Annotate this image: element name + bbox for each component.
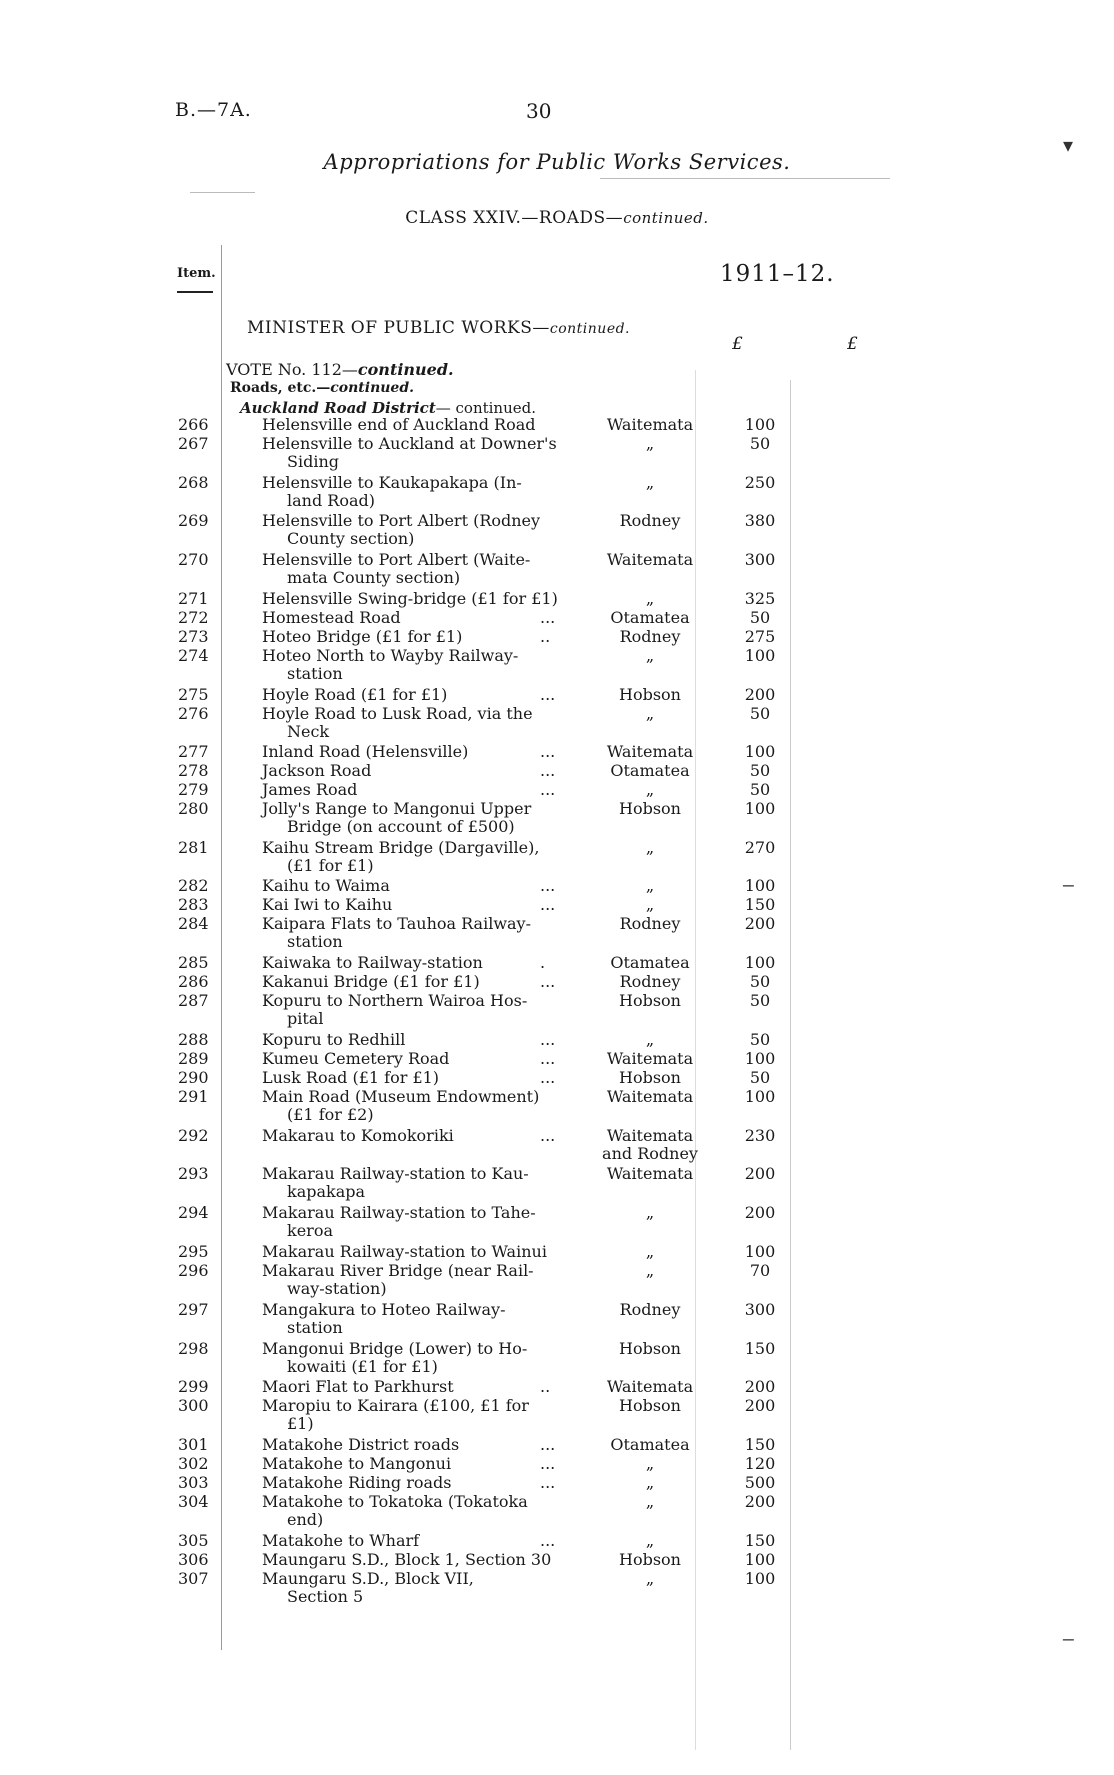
county-district: Waitemata (606, 1087, 694, 1106)
description-line: Matakohe to Tokatoka (Tokatoka (262, 1492, 528, 1511)
description-continuation: pital (287, 1009, 324, 1028)
item-number: 268 (178, 473, 209, 492)
description-continuation: way-station) (287, 1279, 387, 1298)
item-number: 288 (178, 1030, 209, 1049)
amount-value: 200 (744, 1492, 776, 1511)
county-district: „ (645, 1492, 655, 1511)
item-number: 289 (178, 1049, 209, 1068)
decorative-rule (190, 192, 255, 193)
description-continuation: station (287, 664, 343, 683)
amount-value: 50 (749, 608, 771, 627)
amount-value: 250 (744, 473, 776, 492)
description-line: Maori Flat to Parkhurst (262, 1377, 454, 1396)
decorative-rule (600, 178, 890, 179)
class-heading-main: CLASS XXIV.—ROADS— (405, 208, 624, 228)
amount-value: 50 (749, 1030, 771, 1049)
description-continuation: County section) (287, 529, 415, 548)
item-description (262, 1088, 562, 1124)
item-number: 266 (178, 415, 209, 434)
item-description (262, 1069, 562, 1087)
item-description (262, 1050, 562, 1068)
leader-dots: ... (540, 761, 556, 780)
leader-dots: ... (540, 895, 556, 914)
description-line: Hoteo Bridge (£1 for £1) (262, 627, 463, 646)
amount-value: 500 (744, 1473, 776, 1492)
amount-value: 120 (744, 1454, 776, 1473)
leader-dots: ... (540, 685, 556, 704)
amount-value: 200 (744, 1396, 776, 1415)
leader-dots: .. (540, 627, 551, 646)
item-number: 295 (178, 1242, 209, 1261)
county-district: Waitemata (606, 550, 694, 569)
item-description (262, 839, 562, 875)
leader-dots: ... (540, 1049, 556, 1068)
amount-value: 200 (744, 914, 776, 933)
description-line: Kopuru to Redhill (262, 1030, 406, 1049)
description-line: Matakohe District roads (262, 1435, 460, 1454)
county-district: Hobson (619, 1068, 681, 1087)
item-column-header: Item. (177, 266, 216, 281)
leader-dots: ... (540, 742, 556, 761)
description-line: Makarau River Bridge (near Rail- (262, 1261, 534, 1280)
county-district: „ (645, 704, 655, 723)
item-description (262, 915, 562, 951)
description-continuation: (£1 for £2) (287, 1105, 374, 1124)
description-line: Kaihu to Waima (262, 876, 390, 895)
leader-dots: ... (540, 1435, 556, 1454)
county-district: Hobson (619, 685, 681, 704)
item-description (262, 896, 562, 914)
county-district: „ (645, 1569, 655, 1588)
county-district: Otamatea (610, 1435, 690, 1454)
description-line: Makarau Railway-station to Wainui (262, 1242, 547, 1261)
county-district: Otamatea (610, 953, 690, 972)
amount-value: 150 (744, 1435, 776, 1454)
leader-dots: ... (540, 1473, 556, 1492)
document-reference: B.—7A. (175, 99, 252, 121)
item-description (262, 800, 562, 836)
item-description (262, 416, 562, 434)
item-header-rule (177, 291, 213, 293)
margin-mark: ‒ (1062, 1626, 1075, 1650)
leader-dots: . (540, 953, 546, 972)
amount-value: 100 (744, 1550, 776, 1569)
item-number: 271 (178, 589, 209, 608)
amount-value: 50 (749, 1068, 771, 1087)
item-description (262, 1301, 562, 1337)
county-district: Hobson (619, 1396, 681, 1415)
item-number: 270 (178, 550, 209, 569)
amount-value: 100 (744, 1569, 776, 1588)
county-district: „ (645, 1030, 655, 1049)
description-line: Kumeu Cemetery Road (262, 1049, 450, 1068)
description-continuation: end) (287, 1510, 324, 1529)
item-description (262, 705, 562, 741)
amount-value: 200 (744, 685, 776, 704)
county-district: „ (645, 1454, 655, 1473)
amount-value: 275 (744, 627, 776, 646)
description-line: Homestead Road (262, 608, 401, 627)
county-district: Rodney (619, 627, 681, 646)
county-district: „ (645, 1242, 655, 1261)
pound-column-header: £ (732, 334, 743, 354)
description-line: Hoteo North to Wayby Railway- (262, 646, 519, 665)
amount-value: 100 (744, 646, 776, 665)
description-line: Maungaru S.D., Block VII, (262, 1569, 474, 1588)
county-district: Waitemata (606, 1049, 694, 1068)
description-line: Mangakura to Hoteo Railway- (262, 1300, 506, 1319)
minister-heading-main: MINISTER OF PUBLIC WORKS— (247, 318, 550, 338)
amount-value: 50 (749, 434, 771, 453)
class-heading-continued: continued. (623, 209, 709, 227)
item-description (262, 992, 562, 1028)
amount-value: 100 (744, 799, 776, 818)
item-number: 303 (178, 1473, 209, 1492)
county-district: „ (645, 646, 655, 665)
description-continuation: station (287, 932, 343, 951)
amount-value: 150 (744, 1339, 776, 1358)
item-number: 274 (178, 646, 209, 665)
county-district: „ (645, 876, 655, 895)
item-number: 276 (178, 704, 209, 723)
county-district: „ (645, 434, 655, 453)
leader-dots: ... (540, 972, 556, 991)
leader-dots: ... (540, 780, 556, 799)
item-description (262, 512, 562, 548)
leader-dots: ... (540, 1454, 556, 1473)
year-heading: 1911–12. (720, 261, 835, 287)
item-number: 291 (178, 1087, 209, 1106)
county-district: Waitemata (606, 742, 694, 761)
item-description (262, 435, 562, 471)
amount-value: 380 (744, 511, 776, 530)
description-line: Maungaru S.D., Block 1, Section 30 (262, 1550, 552, 1569)
item-description (262, 551, 562, 587)
description-line: Makarau Railway-station to Tahe- (262, 1203, 536, 1222)
item-description (262, 590, 562, 608)
description-continuation: (£1 for £1) (287, 856, 374, 875)
leader-dots: ... (540, 876, 556, 895)
item-number: 277 (178, 742, 209, 761)
description-line: Matakohe Riding roads (262, 1473, 452, 1492)
minister-heading (247, 318, 630, 338)
vote-heading-main: VOTE No. 112— (226, 360, 358, 379)
county-district: Hobson (619, 1339, 681, 1358)
item-description (262, 973, 562, 991)
description-line: Hoyle Road (£1 for £1) (262, 685, 448, 704)
description-line: Main Road (Museum Endowment) (262, 1087, 540, 1106)
description-line: Hoyle Road to Lusk Road, via the (262, 704, 533, 723)
description-line: Helensville Swing-bridge (£1 for £1) (262, 589, 558, 608)
description-continuation: £1) (287, 1414, 314, 1433)
county-district: „ (645, 838, 655, 857)
leader-dots: ... (540, 608, 556, 627)
county-district: „ (645, 473, 655, 492)
roads-subheading-main: Roads, etc.— (230, 380, 331, 396)
item-number: 301 (178, 1435, 209, 1454)
district-continued: — continued. (435, 399, 537, 417)
amount-value: 230 (744, 1126, 776, 1145)
description-line: Helensville to Auckland at Downer's (262, 434, 557, 453)
description-line: Helensville to Port Albert (Waite- (262, 550, 531, 569)
amount-value: 100 (744, 953, 776, 972)
item-number: 304 (178, 1492, 209, 1511)
item-description (262, 1031, 562, 1049)
county-district: Rodney (619, 1300, 681, 1319)
leader-dots: ... (540, 1126, 556, 1145)
amount-value: 70 (749, 1261, 771, 1280)
item-number: 306 (178, 1550, 209, 1569)
item-number: 283 (178, 895, 209, 914)
description-line: Kaipara Flats to Tauhoa Railway- (262, 914, 531, 933)
amount-value: 100 (744, 1049, 776, 1068)
item-description (262, 1378, 562, 1396)
vote-continued: continued. (357, 360, 454, 379)
description-line: Jackson Road (262, 761, 372, 780)
item-number: 299 (178, 1377, 209, 1396)
county-district: Waitemata (606, 1164, 694, 1183)
county-district: „ (645, 1531, 655, 1550)
item-description (262, 1243, 562, 1261)
description-continuation: kapakapa (287, 1182, 366, 1201)
county-district: Rodney (619, 972, 681, 991)
description-line: Kakanui Bridge (£1 for £1) (262, 972, 480, 991)
county-district: Rodney (619, 914, 681, 933)
item-number: 273 (178, 627, 209, 646)
margin-mark: ▾ (1063, 133, 1074, 157)
amount-value: 50 (749, 780, 771, 799)
description-line: James Road (262, 780, 358, 799)
description-line: Inland Road (Helensville) (262, 742, 469, 761)
description-continuation: station (287, 1318, 343, 1337)
amount-value: 100 (744, 415, 776, 434)
item-number: 287 (178, 991, 209, 1010)
item-description (262, 609, 562, 627)
amount-value: 50 (749, 991, 771, 1010)
county-district: Otamatea (610, 761, 690, 780)
amount-value: 150 (744, 895, 776, 914)
county-district: Waitemata (606, 415, 694, 434)
description-line: Helensville to Kaukapakapa (In- (262, 473, 522, 492)
amount-value: 200 (744, 1203, 776, 1222)
item-description (262, 1340, 562, 1376)
county-district: Waitemata and Rodney (602, 1126, 698, 1163)
leader-dots: ... (540, 1531, 556, 1550)
item-number: 290 (178, 1068, 209, 1087)
item-number: 279 (178, 780, 209, 799)
amount-value: 50 (749, 704, 771, 723)
item-number: 305 (178, 1531, 209, 1550)
description-line: Lusk Road (£1 for £1) (262, 1068, 440, 1087)
roads-subheading (230, 380, 414, 396)
item-description (262, 1204, 562, 1240)
item-number: 280 (178, 799, 209, 818)
item-number: 285 (178, 953, 209, 972)
margin-mark: ‒ (1062, 872, 1075, 896)
item-number: 297 (178, 1300, 209, 1319)
vote-heading (226, 360, 454, 379)
county-district: Hobson (619, 799, 681, 818)
description-line: Helensville to Port Albert (Rodney (262, 511, 541, 530)
description-line: Matakohe to Mangonui (262, 1454, 452, 1473)
description-line: Kaihu Stream Bridge (Dargaville), (262, 838, 540, 857)
roads-continued: continued. (330, 380, 415, 396)
item-description (262, 474, 562, 510)
amount-value: 200 (744, 1164, 776, 1183)
item-description (262, 1493, 562, 1529)
item-number: 300 (178, 1396, 209, 1415)
item-description (262, 686, 562, 704)
description-continuation: Neck (287, 722, 330, 741)
description-line: Jolly's Range to Mangonui Upper (262, 799, 532, 818)
county-district: Hobson (619, 991, 681, 1010)
item-number: 293 (178, 1164, 209, 1183)
class-heading (0, 208, 1114, 228)
county-district: Rodney (619, 511, 681, 530)
description-continuation: keroa (287, 1221, 333, 1240)
district-name: Auckland Road District (240, 399, 436, 417)
item-number: 302 (178, 1454, 209, 1473)
item-number: 284 (178, 914, 209, 933)
item-description (262, 1455, 562, 1473)
description-line: Helensville end of Auckland Road (262, 415, 536, 434)
county-district: „ (645, 589, 655, 608)
page-number: 30 (526, 99, 552, 123)
item-number: 282 (178, 876, 209, 895)
item-description (262, 762, 562, 780)
amount-value: 200 (744, 1377, 776, 1396)
item-description (262, 877, 562, 895)
description-line: Kaiwaka to Railway-station (262, 953, 483, 972)
description-line: Kopuru to Northern Wairoa Hos- (262, 991, 528, 1010)
item-description (262, 1551, 562, 1569)
amount-value: 325 (744, 589, 776, 608)
description-continuation: kowaiti (£1 for £1) (287, 1357, 438, 1376)
description-continuation: land Road) (287, 491, 375, 510)
amount-value: 100 (744, 876, 776, 895)
item-description (262, 1436, 562, 1454)
county-district: „ (645, 1203, 655, 1222)
item-number: 294 (178, 1203, 209, 1222)
item-number: 272 (178, 608, 209, 627)
description-line: Mangonui Bridge (Lower) to Ho- (262, 1339, 528, 1358)
item-description (262, 1532, 562, 1550)
leader-dots: .. (540, 1377, 551, 1396)
item-description (262, 647, 562, 683)
item-description (262, 1397, 562, 1433)
item-description (262, 1262, 562, 1298)
amount-value: 50 (749, 972, 771, 991)
item-description (262, 1127, 562, 1145)
amount-value: 100 (744, 1087, 776, 1106)
description-line: Maropiu to Kairara (£100, £1 for (262, 1396, 529, 1415)
item-number: 298 (178, 1339, 209, 1358)
item-number: 296 (178, 1261, 209, 1280)
description-continuation: Section 5 (287, 1587, 364, 1606)
county-district: „ (645, 1261, 655, 1280)
county-district: „ (645, 780, 655, 799)
amount-value: 300 (744, 550, 776, 569)
item-number: 269 (178, 511, 209, 530)
pound-total-header: £ (847, 334, 858, 354)
amount-value: 50 (749, 761, 771, 780)
county-district: Hobson (619, 1550, 681, 1569)
amount-value: 100 (744, 1242, 776, 1261)
description-line: Kai Iwi to Kaihu (262, 895, 393, 914)
item-description (262, 743, 562, 761)
item-description (262, 1165, 562, 1201)
county-district: „ (645, 1473, 655, 1492)
county-district: Waitemata (606, 1377, 694, 1396)
item-description (262, 781, 562, 799)
item-description (262, 1474, 562, 1492)
description-continuation: Siding (287, 452, 339, 471)
description-continuation: mata County section) (287, 568, 461, 587)
amount-value: 150 (744, 1531, 776, 1550)
amount-value: 270 (744, 838, 776, 857)
item-description (262, 628, 562, 646)
item-number: 267 (178, 434, 209, 453)
item-number: 292 (178, 1126, 209, 1145)
item-description (262, 954, 562, 972)
description-line: Makarau to Komokoriki (262, 1126, 454, 1145)
page-title: Appropriations for Public Works Services. (323, 150, 791, 174)
item-number: 307 (178, 1569, 209, 1588)
amount-value: 100 (744, 742, 776, 761)
item-number: 286 (178, 972, 209, 991)
description-line: Matakohe to Wharf (262, 1531, 420, 1550)
minister-continued: continued. (549, 321, 631, 337)
item-description (262, 1570, 562, 1606)
leader-dots: ... (540, 1068, 556, 1087)
item-number: 281 (178, 838, 209, 857)
description-continuation: Bridge (on account of £500) (287, 817, 515, 836)
item-number: 278 (178, 761, 209, 780)
county-district: Otamatea (610, 608, 690, 627)
description-line: Makarau Railway-station to Kau- (262, 1164, 529, 1183)
county-district: „ (645, 895, 655, 914)
leader-dots: ... (540, 1030, 556, 1049)
item-number: 275 (178, 685, 209, 704)
amount-value: 300 (744, 1300, 776, 1319)
